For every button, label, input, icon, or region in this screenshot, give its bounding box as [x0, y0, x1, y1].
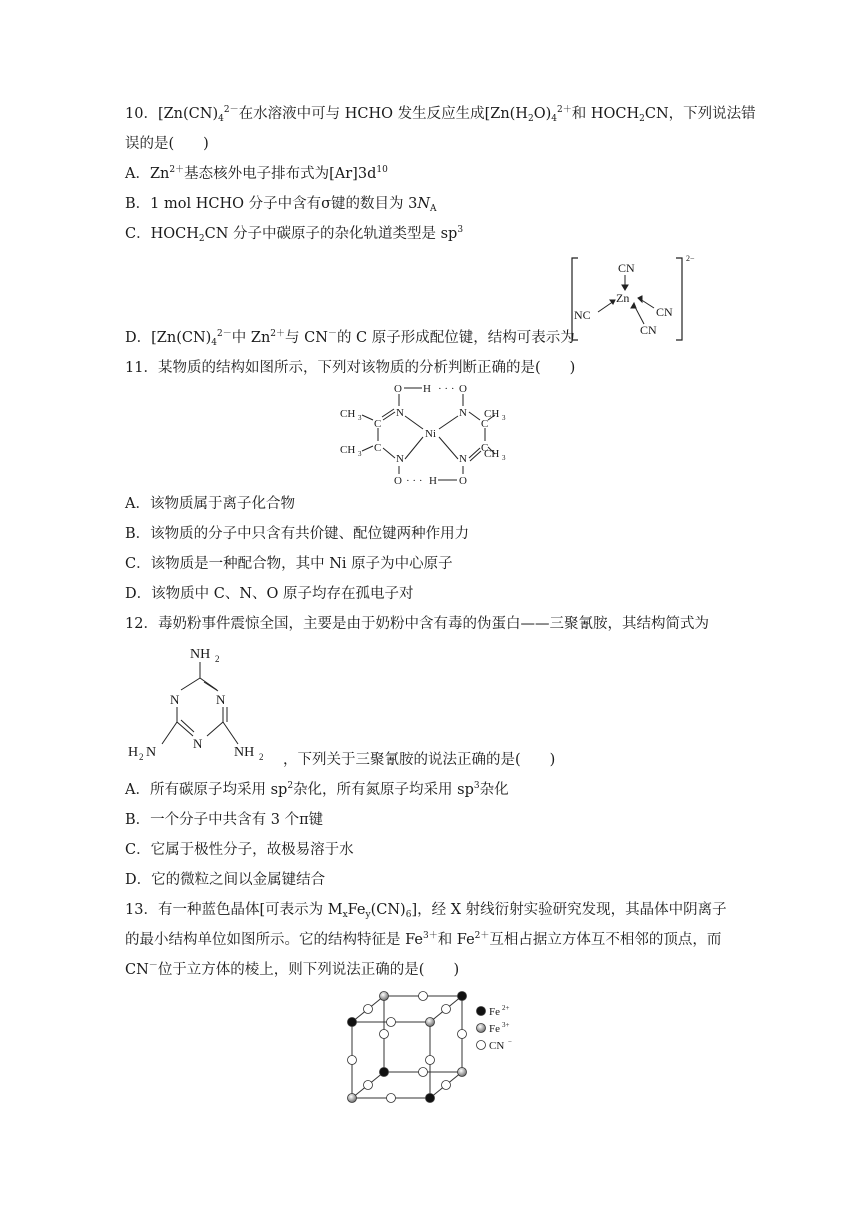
- zn-complex-figure: [568, 252, 698, 348]
- q12-option-a: A．所有碳原子均采用 $sp^2$杂化，所有氮原子均采用 $sp^3$杂化: [125, 781, 509, 798]
- q13-stem-line3: CN－位于立方体的棱上，则下列说法正确的是( ): [125, 961, 460, 978]
- svg-text:3: 3: [358, 414, 362, 422]
- svg-text:CH: CH: [340, 408, 356, 420]
- svg-text:CH: CH: [484, 408, 500, 420]
- q11-stem: 11．某物质的结构如图所示，下列对该物质的分析判断正确的是( ): [125, 360, 576, 376]
- svg-text:2+: 2+: [502, 1004, 510, 1012]
- svg-text:CN: CN: [489, 1040, 505, 1052]
- svg-text:C: C: [374, 418, 382, 430]
- q10-option-a: A．$Zn^{2+}$基态核外电子排布式为$[Ar]3d^{10}$: [125, 165, 388, 182]
- svg-text:CN: CN: [656, 305, 673, 319]
- svg-text:H: H: [429, 475, 437, 487]
- q11-option-d: D．该物质中 C、N、O 原子均存在孤电子对: [125, 586, 414, 602]
- q12-option-b: B．一个分子中共含有 3 个π键: [125, 812, 324, 828]
- q10-option-d: D．[$Zn(CN)_4^{2-}$中 $Zn^{2+}$与 CN－的 C 原子形成配位键，结构可表示为: [125, 329, 575, 348]
- svg-text:2: 2: [215, 654, 220, 664]
- svg-text:3: 3: [358, 450, 362, 458]
- svg-text:O: O: [459, 383, 467, 395]
- svg-text:N: N: [396, 453, 404, 465]
- svg-text:N: N: [216, 692, 226, 707]
- melamine-figure: [126, 640, 276, 768]
- svg-text:CH: CH: [340, 444, 356, 456]
- q12-stem: 12．毒奶粉事件震惊全国，主要是由于奶粉中含有毒的伪蛋白——三聚氰胺，其结构简式为: [125, 616, 709, 632]
- q10-option-b: B．1 mol HCHO 分子中含有σ键的数目为 $3N_A$: [125, 196, 437, 214]
- svg-text:H: H: [128, 745, 139, 760]
- svg-text:Fe: Fe: [489, 1023, 500, 1035]
- svg-text:−: −: [508, 1038, 512, 1046]
- ni-complex-figure: [338, 380, 528, 492]
- svg-text:3+: 3+: [502, 1021, 510, 1029]
- svg-text:NH: NH: [190, 647, 211, 662]
- q10-stem-line2: 误的是( ): [125, 136, 209, 152]
- svg-text:N: N: [459, 453, 467, 465]
- q11-option-a: A．该物质属于离子化合物: [125, 496, 295, 512]
- svg-text:3: 3: [502, 414, 506, 422]
- q11-option-b: B．该物质的分子中只含有共价键、配位键两种作用力: [125, 526, 470, 542]
- q12-stem-cont: ，下列关于三聚氰胺的说法正确的是( ): [283, 752, 556, 768]
- svg-text:2: 2: [139, 752, 144, 762]
- q12-option-d: D．它的微粒之间以金属键结合: [125, 872, 326, 888]
- svg-text:· · ·: · · ·: [438, 383, 455, 395]
- q10-stem-line1: 10．[$Zn(CN)_4^{2-}$在水溶液中可与 HCHO 发生反应生成[$Zn(H_2O)_4^{2+}$和 $HOCH_2CN$，下列说法错: [125, 105, 756, 124]
- svg-text:N: N: [146, 745, 157, 760]
- svg-text:C: C: [374, 442, 382, 454]
- svg-text:Fe: Fe: [489, 1006, 500, 1018]
- svg-text:O: O: [394, 475, 402, 487]
- svg-text:2: 2: [259, 752, 264, 762]
- svg-text:O: O: [459, 475, 467, 487]
- svg-text:N: N: [193, 736, 203, 751]
- svg-text:N: N: [396, 407, 404, 419]
- q10-option-c: C．$HOCH_2CN$ 分子中碳原子的杂化轨道类型是 $sp^3$: [125, 225, 464, 244]
- svg-text:NC: NC: [574, 308, 591, 322]
- svg-text:C: C: [481, 418, 489, 430]
- q13-stem-line2: 的最小结构单位如图所示。它的结构特征是 $Fe^{3+}$和 $Fe^{2+}$互相占据立方体互不相邻的顶点，而: [125, 931, 722, 948]
- svg-text:H: H: [423, 383, 431, 395]
- svg-text:CH: CH: [484, 448, 500, 460]
- q11-option-c: C．该物质是一种配合物，其中 Ni 原子为中心原子: [125, 556, 453, 572]
- svg-text:2−: 2−: [686, 254, 695, 263]
- svg-text:· · ·: · · ·: [406, 475, 423, 487]
- q12-option-c: C．它属于极性分子，故极易溶于水: [125, 842, 354, 858]
- svg-text:N: N: [170, 692, 180, 707]
- crystal-cube-figure: [338, 986, 528, 1112]
- svg-text:3: 3: [502, 454, 506, 462]
- q13-stem-line1: 13．有一种蓝色晶体[可表示为 $M_xFe_y(CN)_6$]，经 X 射线衍射实验研究发现，其晶体中阴离子: [125, 902, 727, 920]
- svg-text:NH: NH: [234, 745, 255, 760]
- svg-text:Ni: Ni: [425, 428, 436, 440]
- svg-text:CN: CN: [618, 261, 635, 275]
- svg-text:C: C: [481, 442, 489, 454]
- svg-text:CN: CN: [640, 323, 657, 337]
- svg-text:N: N: [459, 407, 467, 419]
- svg-text:O: O: [394, 383, 402, 395]
- svg-text:Zn: Zn: [616, 291, 630, 305]
